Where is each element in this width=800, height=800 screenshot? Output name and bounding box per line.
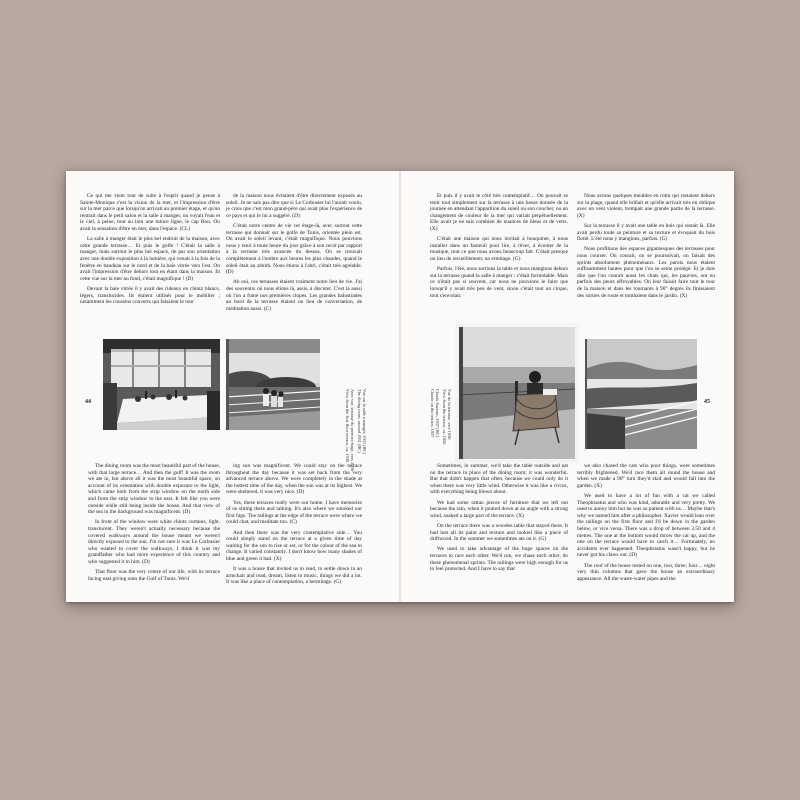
paragraph: Ce qui me vient tout de suite à l'esprit quand je pense à Sainte-Monique c'est la vision de la mer, et l'impression d'être sur la mer parce que lorsqu'on arrivait au premier étage, et qu'on rentrait dans le petit salon et la salle à manger, on voyait l'eau et le ciel, à peine, tout au loin une mince ligne, le cap Bon. On avait la sensation d'être en mer, dans l'espace. (CL) (80, 193, 220, 232)
paragraph: We had some rattan pieces of furniture that we left out because the rain, when it poured down at an angle with a strong wind, soaked a large part of the terrace. (X) (430, 499, 568, 519)
paragraph: ing sun was magnificent. We could stay on the terrace throughout the day because it was set back from the very advanced terrace above. We were completely in the shade at the hottest time of the day, when the sun was at its highest. We were sheltered, it was very nice. (D) (226, 463, 362, 496)
caption-line: Vue sur la salle à manger, 1931 (BC) (362, 389, 367, 454)
page-number: 44 (85, 399, 91, 405)
caption-line: Claude Sazerac, 1937 (BC) (435, 389, 440, 438)
paragraph: La salle à manger était le plus bel endroit de la maison, avec cette grande terrasse… Et puis le golfe ! C'était la salle à manger, mais surtout le plus bel espace, de par son orientation avec une double exposition à la lumière, qui venait à la fois de la fenêtre en bandeau sur le nord et de la baie vitrée vers l'est. On avait l'impression d'être dehors tout en étant dans la maison. Et cette vue sur la mer au fond, c'était magnifique ! (D) (80, 236, 220, 282)
right-col1-top (430, 193, 568, 343)
terrace-sea-view-photo (585, 339, 697, 449)
paragraph: de la maison nous évitaient d'être directement exposés au soleil. Je ne sais pas dire que si Le Corbusier lui l'aurait voulu, je crois que c'est mon grand-père qui avait plus l'expérience de ce pays et qui le lui a suggéré. (D) (226, 193, 362, 219)
caption-line: The dining room, around 1931 (BC) (356, 389, 362, 453)
right-page (400, 171, 734, 602)
paragraph: Nous profitions des espaces gigantesques des terrasses pour nous courser. On courait, on se poursuivait, on faisait des sprints absolument phénoménaux. Les parois nous étaient suffisamment hautes pour que l'on se sente protégé. Et je dois dire que l'on courait aussi les chats qui, les pauvres, ont eu parfois des peurs effroyables. On leur faisait faire tout le tour de la maison et dans les tournants à 90° degrés ils finissaient des sorties de route et tombaient dans le jardin. (X) (577, 246, 715, 299)
right-col2-top (577, 193, 715, 355)
paragraph: Parfois, l'été, nous sortions la table et nous mangions dehors sur la terrasse quand la salle à manger : c'était formidable. Mais ce n'était pas si souvent, car nous ne pouvions le faire que lorsqu'il y avait très peu de vent, sinon c'était tout un cirque, tout s'envolait. (430, 266, 568, 299)
caption-line: Vue de la terrasse, vers 1950 (447, 389, 452, 440)
right-vertical-caption (430, 389, 440, 437)
paragraph: We used to take advantage of the huge spaces on the terraces to race each other. We'd run, we chase each other, do these phenomenal sprints. The railings were high enough for us to feel protected. And I have to say that (430, 546, 568, 573)
paragraph: That floor was the very centre of our life, with its terrace facing east giving onto the Gulf of Tunis. We'd (88, 569, 220, 582)
left-page (66, 171, 400, 602)
paragraph: Sur la terrasse il y avait une table en bois qui restait là. Elle avait perdu toute sa peinture et sa texture et évoquait du bois flotté. L'été nous y mangions, parfois. (G) (577, 222, 715, 243)
left-col2-bottom (226, 463, 362, 595)
paragraph: In front of the window were white chintz curtains, light, translucent. They weren't actually necessary because the covered walkways around the house meant we weren't directly exposed to the sun. I'm not sure it was Le Corbusier who wanted to cover the walkways, I think it was my grandfather who had more experience of this country and who suggested it to him. (D) (88, 519, 220, 565)
right-col1-bottom (430, 463, 568, 595)
paragraph: We used to have a lot of fun with a cat we called Theophrastus and who was kind, adorable and very pretty. We used to annoy him but he was so patient with us… Maybe that's why we named him after a philosopher. Xavier would lean over the railings on the first floor and I'd be down in the garden below, or vice versa. There was a drop of between 3.50 and 4 metres. The one at the bottom would throw the cat up, and the one on the terrace would have to catch it… Fortunately, no accidents ever happened. Theophrastus wasn't happy, but he never got his claws out. (D) (577, 492, 715, 559)
left-col1-top (80, 193, 220, 355)
paragraph: Yes, these terraces really were our home. I have memories of us sitting there and talking. It's also where we smoked our first fags. The railings at the edge of the terrace were where we could chat, and meditate too. (C) (226, 499, 362, 526)
paragraph: On the terrace there was a wooden table that stayed there. It had lost all its paint and texture and looked like a piece of driftwood. In the summer we sometimes ate on it. (G) (430, 522, 568, 543)
children-on-terrace-photo (226, 339, 320, 430)
caption-line: Claude on the terrace, 1937 (429, 389, 435, 438)
man-in-armchair-photo (455, 323, 579, 463)
caption-line: Avec vue, terrasse du premier étage, vers 1936 (350, 389, 355, 471)
left-vertical-caption (357, 389, 367, 454)
paragraph: C'était une maison qui nous invitait à bouquiner, à nous installer dans un fauteuil pour lire, à rêver, à écouter de la musique, tout ce que nous avons beaucoup fait. C'était presque un lieu de recueillement, un ermitage. (G) (430, 236, 568, 262)
left-vertical-caption-2 (345, 389, 355, 471)
paragraph: Ah oui, ces terrasses étaient vraiment notre lieu de vie. J'ai des souvenirs où nous étions là, assis, à discuter. C'est là aussi où l'on a fumé nos premières clopes. Les grandes balustrades au bord de la terrasse étaient un lieu de conversation, de méditation aussi. (C) (226, 279, 362, 312)
dining-room-photo (103, 339, 220, 430)
caption-line: View from the terrace, ca. 1950 (441, 389, 447, 445)
paragraph: we also chased the cats who poor things, were sometimes terribly frightened. We'd race them all round the house and when we made a 90° turn they'd skid and would fall into the garden. (X) (577, 463, 715, 489)
paragraph: Devant la baie vitrée il y avait des rideaux en chintz blancs, légers, translucides. Ils étaient utilisés pour le mobilier ; notamment les coussins couverts qui faisaient le tour (80, 285, 220, 306)
paragraph: Et puis il y avait le côté très contemplatif… On pouvait se tenir tout simplement sur la terrasse à une heure donnée de la journée en attendant l'apparition du soleil ou son coucher, ou un changement de couleur de la mer qui variait perpétuellement. Elle avait je ne sais combien de nuances de bleus et de verts. (X) (430, 193, 568, 232)
magazine-spread (66, 171, 734, 602)
left-col2-top (226, 193, 362, 355)
paragraph: The dining room was the most beautiful part of the house, with that large terrace… And then the gulf! It was the room we ate in, but above all it was the most beautiful space, on account of its orientation with double exposure to the light, which came both from the strip window on the north side and from the strip window to the east. It felt like you were outside while still being inside the house. And that view of the sea in the background was magnificent. (D) (88, 463, 220, 516)
page-number: 45 (704, 399, 710, 405)
paragraph: The roof of the house rested on one, two, three, four… eight very thin columns that gave the house an extraordinary appearance. All the waste-water pipes and the (577, 562, 715, 582)
paragraph: It was a house that invited us to read, to settle down in an armchair and read, dream, listen to music, things we did a lot. It was like a place of contemplation, a hermitage. (G) (226, 566, 362, 586)
paragraph: Nous avions quelques meubles en rotin qui restaient dehors sur la plage, quand elle brûlait et qu'elle arrivait très en oblique avec un vent violent, trempait une grande partie de la terrasse. (X) (577, 193, 715, 219)
paragraph: C'était notre centre de vie cet étage-là, avec surtout cette terrasse qui donnait sur le golfe de Tunis, orientée plein est. On avait le soleil levant, c'était magnifique. Nous pouvions nous y tenir à toute heure du jour grâce à son recul par rapport à la terrasse très avancée du dessus. On se trouvait complètement à l'ombre aux heures les plus chaudes, quand le soleil était au zénith. Nous étions à l'abri, c'était très agréable. (D) (226, 222, 362, 276)
right-col2-bottom (577, 463, 715, 595)
paragraph: Sometimes, in summer, we'd take the table outside and eat on the terrace in place of the dining room; it was wonderful. But that didn't happen that often, because we could only do it when there was very little wind. Otherwise it was like a circus, with everything being blown about. (430, 463, 568, 496)
right-vertical-caption-2 (442, 389, 452, 444)
paragraph: And then there was the very contemplative side… You could simply stand on the terrace at a given time of day waiting for the sun to rise or set, or for the colour of the sea to change. It varied constantly. I don't know how many shades of blue and green it had. (X) (226, 529, 362, 562)
caption-line: View from the first floor terrace, ca. 1936 (344, 389, 350, 463)
left-col1-bottom (88, 463, 220, 595)
